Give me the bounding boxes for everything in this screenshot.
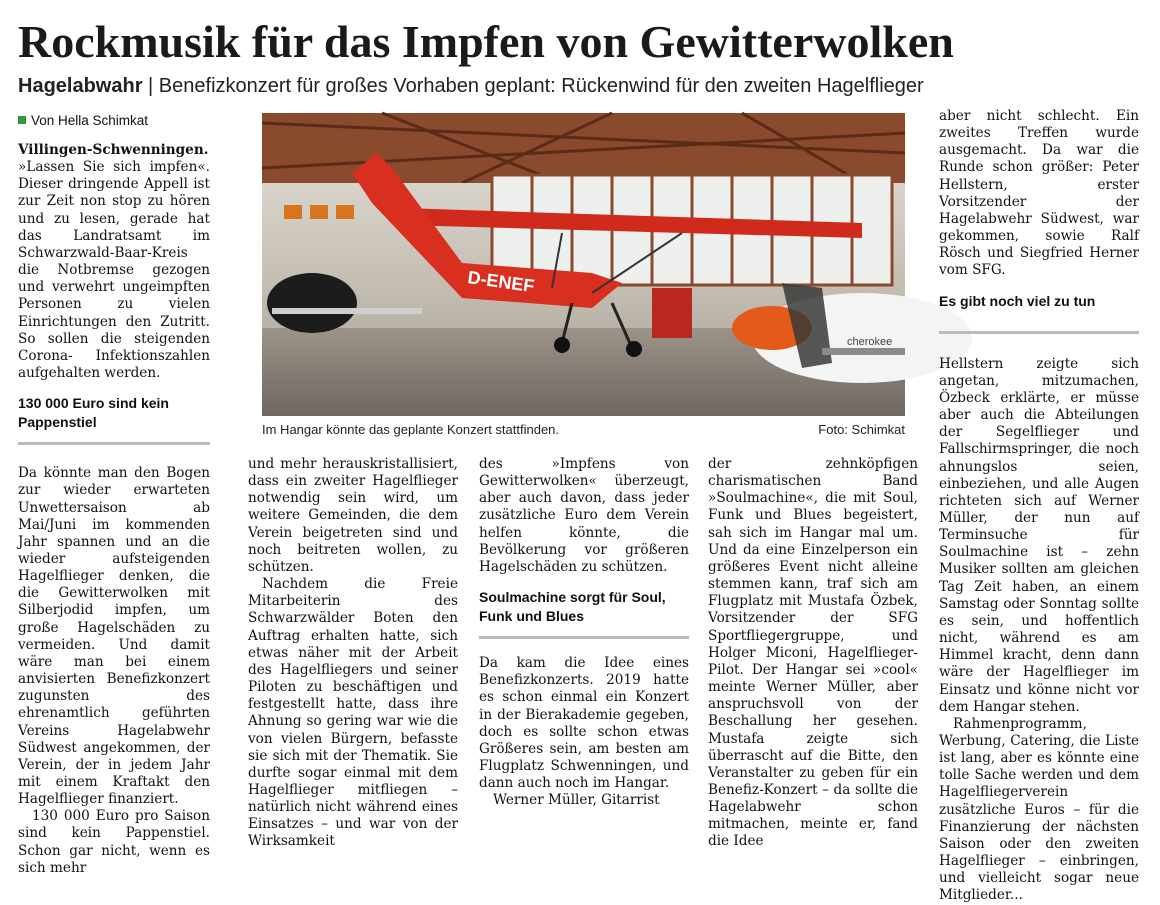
- hangar-photo-illustration: [262, 113, 905, 416]
- author-byline: [18, 110, 210, 132]
- paragraph: und mehr herauskristallisiert, dass ein zweiter Hagelflieger notwendig sein wird, um weitere Gemeinden, die dem Verein beigetreten sind und noch beitreten wollen, zu schützen.: [248, 456, 458, 575]
- spacer: [479, 647, 689, 655]
- paragraph: Da könnte man den Bogen zur wieder erwarteten Unwettersaison ab Mai/Juni im kommenden Jahr spannen und an die wieder aufsteigenden Hagelflieger denken, die die Gewitterwolken mit Silberjodid impfen, um große Hagelschäden zu vermeiden. Und damit wäre man bei einem anvisierten Benefizkonzert zugunsten des ehrenamtlich geführten Vereins Hagelabwehr Südwest angekommen, der Verein, der in jedem Jahr mit einem Kraftakt den Hagelflieger finanziert.: [18, 465, 210, 808]
- subhead-kicker: Hagelabwahr: [18, 75, 143, 97]
- paragraph: der zehnköpfigen charismatischen Band »Soulmachine«, die mit Soul, Funk und Blues begeistert, sah sich im Hangar mal um. Und da eine Einzelperson ein größeres Event nicht alleine stemmen kann, traf sich am Flugplatz mit Mustafa Özbek, Vorsitzender der SFG Sportfliegergruppe, und Holger Miconi, Hagelflieger-Pilot. Der Hangar sei »cool« meinte Werner Müller, aber anspruchsvoll von der Beschallung her gesehen. Mustafa zeigte sich überrascht auf die Bitte, den Veranstalter zu geben für ein Benefiz-Konzert – da sollte die Hagelabwehr schon mitmachen, meinte er, fand die Idee: [708, 456, 918, 850]
- article-column-4: [708, 456, 918, 850]
- article-column-5: [939, 108, 1139, 904]
- headline: Rockmusik für das Impfen von Gewitterwolken: [18, 16, 954, 67]
- author-name: Von Hella Schimkat: [31, 113, 149, 128]
- subhead-text: Benefizkonzert für großes Vorhaben geplant: Rückenwind für den zweiten Hagelflieger: [158, 75, 924, 97]
- hangar-photo: [262, 113, 905, 416]
- intro-paragraph: [18, 142, 210, 382]
- intro-text: »Lassen Sie sich impfen«. Dieser dringende Appell ist zur Zeit non stop zu hören und zu lesen, gerade hat das Landratsamt im Schwarzwald-Baar-Kreis die Notbremse gezogen und verwehrt ungeimpften Personen zu vielen Einrichtungen den Zutritt. So sollen die steigenden Corona- Infektionszahlen aufgehalten werden.: [18, 159, 210, 382]
- article-column-3: [479, 456, 689, 840]
- paragraph: Da kam die Idee eines Benefizkonzerts. 2019 hatte es schon einmal ein Konzert in der Bierakademie gegeben, doch es sollte schon etwas Größeres sein, am besten am Flugplatz Schwenningen, und dann auch noch im Hangar.: [479, 655, 689, 792]
- dateline: Villingen-Schwenningen.: [18, 142, 209, 158]
- paragraph: Nachdem die Freie Mitarbeiterin des Schwarzwälder Boten den Auftrag erhalten hatte, sich etwas näher mit der Arbeit des Hagelfliegers und seiner Piloten zu beschäftigen und festgestellt hatte, dass ihre Ahnung so gering war wie die von vielen Bürgern, befasste sie sich mit der Thematik. Sie durfte sogar einmal mit dem Hagelflieger mitfliegen – natürlich nicht während eines Einsatzes – und war von der Wirksamkeit: [248, 576, 458, 850]
- spacer: [939, 348, 1139, 356]
- paragraph: aber nicht schlecht. Ein zweites Treffen wurde ausgemacht. Da war die Runde schon größer: Peter Hellstern, erster Vorsitzender der Hagelabwehr Südwest, war gekommen, sowie Ralf Rösch und Siegfried Herner vom SFG.: [939, 108, 1139, 279]
- article-column-1: [18, 110, 210, 876]
- paragraph: Hellstern zeigte sich angetan, mitzumachen, Özbeck erklärte, er müsse aber auch die Abteilungen der Segelflieger und Fallschirmspringer, die noch ahnungslos seien, einbeziehen, und alle Augen richteten sich auf Werner Müller, der nun auf Terminsuche für Soulmachine ist – zehn Musiker sollten am gleichen Tag Zeit haben, an einem Samstag oder Sonntag sollte es sein, und hoffentlich nicht, während es am Himmel kracht, denn dann wäre der Hagelflieger im Einsatz und könne nicht vor dem Hangar stehen.: [939, 355, 1139, 715]
- subheading-soulmachine: Soulmachine sorgt für Soul, Funk und Blues: [479, 588, 689, 639]
- article-column-2: [248, 456, 458, 850]
- paragraph: des »Impfens von Gewitterwolken« überzeugt, aber auch davon, dass jeder zusätzliche Euro dem Verein helfen könnte, die Bevölkerung vor größeren Hagelschäden zu schützen.: [479, 456, 689, 575]
- plane-registration: D-ENEF: [466, 267, 536, 297]
- subheading-rule: [939, 331, 1139, 334]
- subheading-viel-zu-tun: Es gibt noch viel zu tun: [939, 292, 1096, 309]
- spacer: [18, 453, 210, 465]
- photo-caption-row: [262, 421, 905, 439]
- paragraph: 130 000 Euro pro Saison sind kein Pappenstiel. Schon gar nicht, wenn es sich mehr: [18, 808, 210, 876]
- photo-credit: Foto: Schimkat: [818, 422, 905, 437]
- paragraph: Rahmenprogramm, Werbung, Catering, die Liste ist lang, aber es könnte eine tolle Sache werden und dem Hagelfliegerverein zusätzliche Euros – für die Finanzierung der nächsten Saison oder den zweiten Hagelflieger – einbringen, und vielleicht sogar neue Mitglieder...: [939, 715, 1139, 904]
- photo-caption: Im Hangar könnte das geplante Konzert stattfinden.: [262, 422, 560, 437]
- byline-square-icon: [18, 116, 26, 124]
- subheading-pappenstiel: 130 000 Euro sind kein Pappenstiel: [18, 394, 210, 445]
- subhead-separator: |: [142, 75, 159, 97]
- subhead: [18, 72, 924, 100]
- paragraph: Werner Müller, Gitarrist: [493, 792, 660, 809]
- plane-logo-text: cherokee: [847, 336, 893, 348]
